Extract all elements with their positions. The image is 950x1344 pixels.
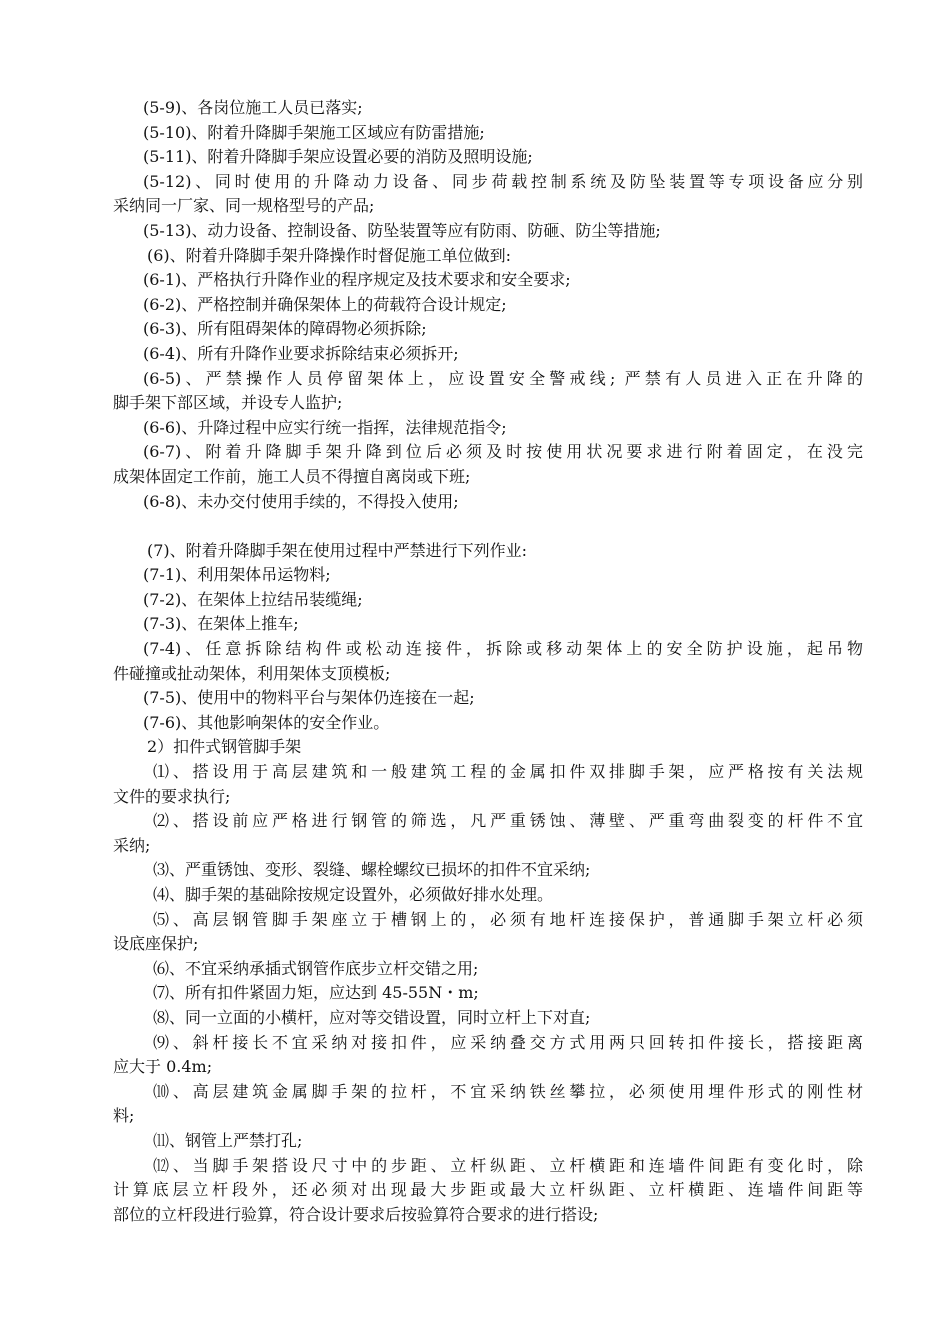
text-line: (6-2)、严格控制并确保架体上的荷载符合设计规定; <box>143 294 507 314</box>
text-line: (6)、附着升降脚手架升降操作时督促施工单位做到: <box>147 245 512 265</box>
blank-line <box>113 514 863 539</box>
text-line: 料; <box>113 1106 135 1126</box>
text-line: ⑹、不宜采纳承插式钢管作底步立杆交错之用; <box>153 958 479 978</box>
text-line: 计算底层立杆段外，还必须对出现最大步距或最大立杆纵距、立杆横距、连墙件间距等 <box>113 1180 863 1200</box>
text-line: ⑺、所有扣件紧固力矩，应达到 45-55N・m; <box>153 983 479 1003</box>
text-line: (6-8)、未办交付使用手续的，不得投入使用; <box>143 491 459 511</box>
text-line: ⑽、高层建筑金属脚手架的拉杆，不宜采纳铁丝攀拉，必须使用埋件形式的刚性材 <box>153 1081 863 1101</box>
text-line: (7)、附着升降脚手架在使用过程中严禁进行下列作业: <box>147 540 528 560</box>
text-line: (6-4)、所有升降作业要求拆除结束必须拆开; <box>143 343 459 363</box>
text-line: ⑻、同一立面的小横杆，应对等交错设置，同时立杆上下对直; <box>153 1007 591 1027</box>
text-line: (7-5)、使用中的物料平台与架体仍连接在一起; <box>143 688 475 708</box>
text-line: ⑸、高层钢管脚手架座立于槽钢上的，必须有地杆连接保护，普通脚手架立杆必须 <box>153 909 863 929</box>
text-line: 成架体固定工作前，施工人员不得擅自离岗或下班; <box>113 466 471 486</box>
text-line: 采纳; <box>113 835 151 855</box>
text-line: ⑶、严重锈蚀、变形、裂缝、螺栓螺纹已损坏的扣件不宜采纳; <box>153 860 591 880</box>
text-line: 设底座保护; <box>113 934 199 954</box>
text-line: (7-4)、任意拆除结构件或松动连接件，拆除或移动架体上的安全防护设施，起吊物 <box>143 639 863 659</box>
text-line: 部位的立杆段进行验算，符合设计要求后按验算符合要求的进行搭设; <box>113 1204 599 1224</box>
text-line: ⑿、当脚手架搭设尺寸中的步距、立杆纵距、立杆横距和连墙件间距有变化时，除 <box>153 1155 863 1175</box>
text-line: (5-12)、同时使用的升降动力设备、同步荷载控制系统及防坠装置等专项设备应分别 <box>143 171 863 191</box>
text-line: (7-3)、在架体上推车; <box>143 614 299 634</box>
text-line: ⑷、脚手架的基础除按规定设置外，必须做好排水处理。 <box>153 885 554 904</box>
document-body <box>113 96 863 1227</box>
text-line: (6-5)、严禁操作人员停留架体上，应设置安全警戒线; 严禁有人员进入正在升降的 <box>143 368 863 388</box>
text-line: (5-13)、动力设备、控制设备、防坠装置等应有防雨、防砸、防尘等措施; <box>143 220 661 240</box>
text-line: (7-1)、利用架体吊运物料; <box>143 565 331 585</box>
text-line: (7-2)、在架体上拉结吊装缆绳; <box>143 589 363 609</box>
text-line: 脚手架下部区域，并设专人监护; <box>113 393 343 413</box>
text-line: 采纳同一厂家、同一规格型号的产品; <box>113 196 375 216</box>
text-line: (6-1)、严格执行升降作业的程序规定及技术要求和安全要求; <box>143 270 571 290</box>
text-line: 应大于 0.4m; <box>113 1057 213 1077</box>
text-line: ⑾、钢管上严禁打孔; <box>153 1130 303 1150</box>
text-line: 文件的要求执行; <box>113 786 231 806</box>
text-line: (7-6)、其他影响架体的安全作业。 <box>143 712 390 732</box>
text-line: (6-3)、所有阻碍架体的障碍物必须拆除; <box>143 319 427 339</box>
text-line: (5-9)、各岗位施工人员已落实; <box>143 98 363 117</box>
text-line: (5-11)、附着升降脚手架应设置必要的消防及照明设施; <box>143 147 533 167</box>
text-line: (6-7)、附着升降脚手架升降到位后必须及时按使用状况要求进行附着固定，在没完 <box>143 442 863 462</box>
text-line: (6-6)、升降过程中应实行统一指挥，法律规范指令; <box>143 417 507 437</box>
text-line: ⑼、斜杆接长不宜采纳对接扣件，应采纳叠交方式用两只回转扣件接长，搭接距离 <box>153 1032 863 1052</box>
text-line: 2）扣件式钢管脚手架 <box>147 737 302 757</box>
text-line: ⑴、搭设用于高层建筑和一般建筑工程的金属扣件双排脚手架，应严格按有关法规 <box>153 762 863 782</box>
text-line: ⑵、搭设前应严格进行钢管的筛选，凡严重锈蚀、薄壁、严重弯曲裂变的杆件不宜 <box>153 811 863 831</box>
text-line: 件碰撞或扯动架体，利用架体支顶模板; <box>113 663 391 683</box>
text-line: (5-10)、附着升降脚手架施工区域应有防雷措施; <box>143 122 485 142</box>
